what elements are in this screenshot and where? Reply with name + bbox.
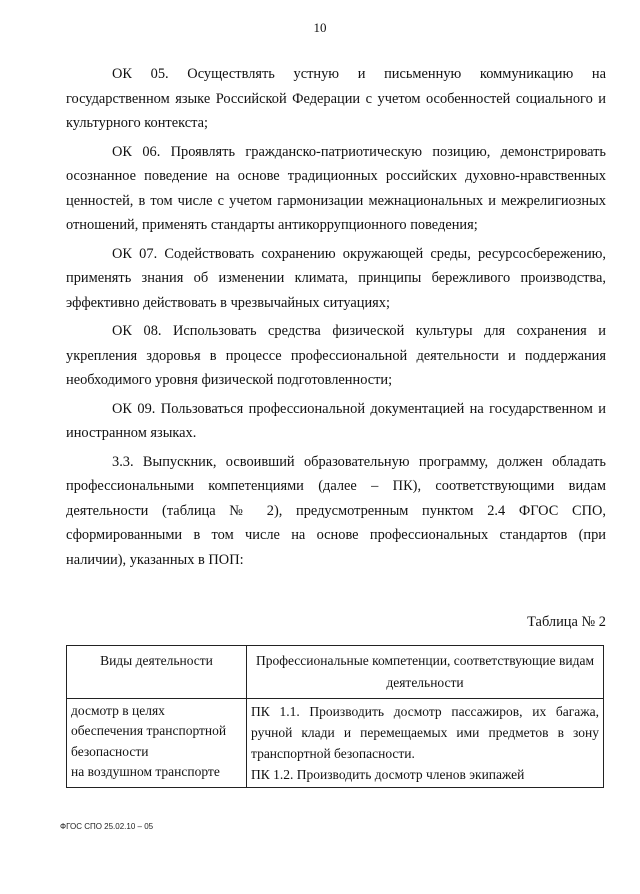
page-content [66, 62, 606, 788]
paragraph-3-3: 3.3. Выпускник, освоивший образовательную программу, должен обладать профессиональными компетенциями (далее – ПК), соответствующими видам деятельности (таблица № 2), предусмотренным пунктом 2.4 ФГОС СПО, сформированными в том числе на основе профессиональных стандартов (при наличии), указанных в ПОП: [66, 453, 606, 568]
paragraph-ok06: ОК 06. Проявлять гражданско-патриотическую позицию, демонстрировать осознанное поведение на основе традиционных российских духовно-нравственных ценностей, в том числе с учетом гармонизации межнациональных и межрелигиозных отношений, применять стандарты антикоррупционного поведения; [66, 143, 606, 233]
paragraph-ok08: ОК 08. Использовать средства физической культуры для сохранения и укрепления здоровья в процессе профессиональной деятельности и поддержания необходимого уровня физической подготовленности; [66, 323, 606, 388]
header-activities: Виды деятельности [67, 645, 247, 698]
activity-cell [67, 698, 247, 787]
paragraph-ok09: ОК 09. Пользоваться профессиональной документацией на государственном и иностранном языках. [66, 400, 606, 441]
table-header-row [67, 645, 604, 698]
competencies-table [66, 645, 604, 788]
paragraph-ok05: ОК 05. Осуществлять устную и письменную коммуникацию на государственном языке Российской Федерации с учетом особенностей социального и культурного контекста; [66, 66, 606, 131]
activity-line: досмотр в целях [71, 702, 165, 718]
competency-cell [247, 698, 604, 787]
header-competencies: Профессиональные компетенции, соответствующие видам деятельности [247, 645, 604, 698]
activity-line: на воздушном транспорте [71, 764, 220, 779]
competency-pk-1-2: ПК 1.2. Производить досмотр членов экипажей [251, 766, 525, 782]
competency-pk-1-1: ПК 1.1. Производить досмотр пассажиров, их багажа, ручной клади и перемещаемых ими предметов в зону транспортной безопасности. [251, 703, 599, 761]
paragraph-ok07: ОК 07. Содействовать сохранению окружающей среды, ресурсосбережению, применять знания об изменении климата, принципы бережливого производства, эффективно действовать в чрезвычайных ситуациях; [66, 245, 606, 311]
footer-standard-code: ФГОС СПО 25.02.10 – 05 [60, 822, 154, 831]
table-caption: Таблица № 2 [527, 614, 606, 630]
table-row [67, 698, 604, 787]
activity-line: безопасности [71, 743, 149, 759]
activity-line: обеспечения транспортной [71, 723, 227, 738]
page-number: 10 [313, 20, 327, 35]
